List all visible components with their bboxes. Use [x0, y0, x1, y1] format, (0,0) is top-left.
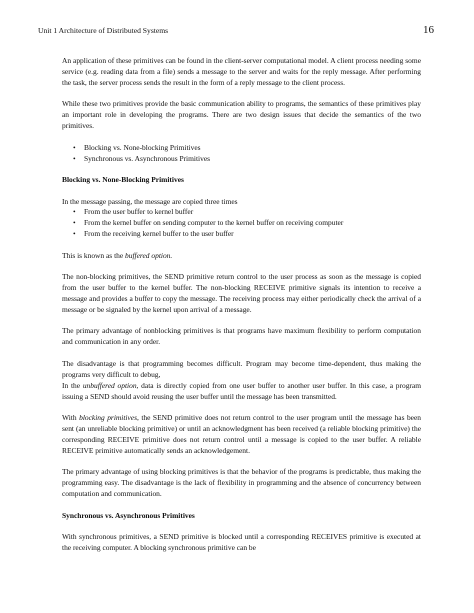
list-item: • Blocking vs. None-blocking Primitives — [84, 143, 421, 154]
paragraph-client-server: An application of these primitives can be found in the client-server computational model. A client process needing some service (e.g. reading data from a file) sends a message to the server and waits for the reply message. After performing the task, the server process sends the result in the form of a reply message to the client process. — [62, 56, 421, 87]
emphasis-blocking-primitives: blocking primitives — [79, 413, 137, 423]
heading-blocking: Blocking vs. None-Blocking Primitives — [62, 175, 184, 185]
paragraph-nonblocking-advantage: The primary advantage of nonblocking primitives is that programs have maximum flexibility to perform computation and communication in any order. — [62, 326, 421, 347]
text-run: This is known as the — [62, 250, 126, 260]
text-run: With — [62, 413, 80, 423]
page-body — [62, 56, 421, 565]
text-run: , data is directly copied from one user buffer to another user buffer. In this case, a program issuing a SEND should avoid reusing the user buffer until the message has been transmitted. — [62, 380, 421, 401]
paragraph-disadvantage: The disadvantage is that programming becomes difficult. Program may become time-dependent, thus making the programs very difficult to debug, — [62, 358, 421, 379]
paragraph-semantics: While these two primitives provide the basic communication ability to programs, the semantics of these primitives play an important role in developing the programs. There are two design issues that decide the semantics of the two primitives. — [62, 99, 421, 131]
list-item: • From the receiving kernel buffer to the user buffer — [84, 229, 421, 240]
text-run: , the SEND primitive does not return control to the user program until the message has been sent (an unreliable blocking primitive) or until an acknowledgment has been received (a reliable blocking primitive) the corresponding RECEIVE primitive does not return control until a message is copied to the user buffer. A reliable RECEIVE primitive automatically sends an acknowledgement. — [62, 413, 422, 455]
list-item: • From the user buffer to kernel buffer — [84, 207, 421, 218]
paragraph-synchronous: With synchronous primitives, a SEND primitive is blocked until a corresponding RECEIVES primitive is executed at the receiving computer. A blocking synchronous primitive can be — [62, 532, 421, 553]
page-header — [38, 24, 434, 38]
paragraph-buffered-option — [62, 251, 421, 262]
list-item: • Synchronous vs. Asynchronous Primitives — [84, 154, 421, 165]
design-issues-list — [62, 143, 421, 165]
emphasis-buffered-option: buffered option. — [125, 250, 173, 260]
copy-steps-list — [62, 207, 421, 240]
text-run: In the — [62, 380, 83, 390]
paragraph-non-blocking: The non-blocking primitives, the SEND primitive return control to the user process as soon as the message is copied from the user buffer to the kernel buffer. The non-blocking RECEIVE primitive signals its intention to receive a message and provides a buffer to copy the message. The receiving process may either periodically check the arrival of a message or be signaled by the kernel upon arrival of a message. — [62, 272, 421, 314]
page-number: 16 — [423, 24, 434, 36]
list-item: • From the kernel buffer on sending computer to the kernel buffer on receiving computer — [84, 218, 421, 229]
emphasis-unbuffered-option: unbuffered option — [82, 380, 137, 390]
paragraph-blocking-advantage: The primary advantage of using blocking primitives is that the behavior of the programs is predictable, thus making the programming easy. The disadvantage is the lack of flexibility in programming and the absence of concurrency between computation and communication. — [62, 467, 421, 499]
paragraph-unbuffered-option — [62, 381, 421, 403]
paragraph-copies-intro: In the message passing, the message are copied three times — [62, 196, 238, 206]
header-title: Unit 1 Architecture of Distributed Systems — [38, 26, 169, 35]
paragraph-blocking-primitives — [62, 413, 421, 457]
heading-synchronous: Synchronous vs. Asynchronous Primitives — [62, 510, 195, 520]
